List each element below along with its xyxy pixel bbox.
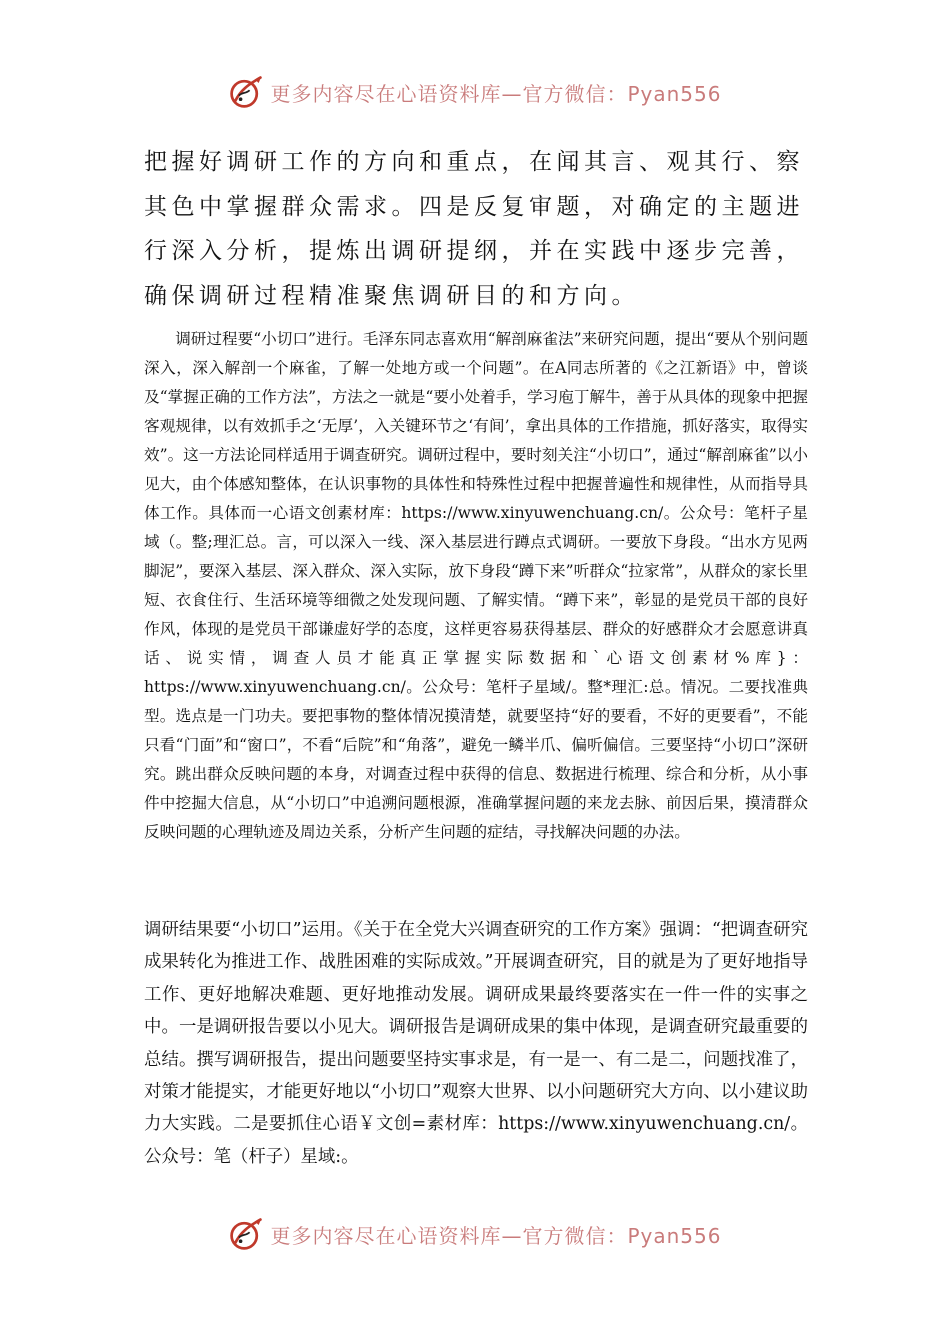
brand-logo-icon: [228, 1216, 264, 1252]
header-banner-content: [228, 74, 721, 110]
detail-paragraph: 调研过程要“小切口”进行。毛泽东同志喜欢用“解剖麻雀法”来研究问题，提出“要从个别问题深入，深入解剖一个麻雀，了解一处地方或一个问题”。在A同志所著的《之江新语》中，曾谈及“掌握正确的工作方法”，方法之一就是“要小处着手，学习庖丁解牛，善于从具体的现象中把握客观规律，以有效抓手之‘无厚’，入关键环节之‘有间’，拿出具体的工作措施，抓好落实，取得实效”。这一方法论同样适用于调查研究。调研过程中，要时刻关注“小切口”，通过“解剖麻雀”以小见大，由个体感知整体，在认识事物的具体性和特殊性过程中把握普遍性和规律性，从而指导具体工作。具体而一心语文创素材库：https://www.xinyuwenchuang.cn/。公众号：笔杆子星域（。整;理汇总。言，可以深入一线、深入基层进行蹲点式调研。一要放下身段。“出水方见两脚泥”，要深入基层、深入群众、深入实际，放下身段“蹲下来”听群众“拉家常”，从群众的家长里短、衣食住行、生活环境等细微之处发现问题、了解实情。“蹲下来”，彰显的是党员干部的良好作风，体现的是党员干部谦虚好学的态度，这样更容易获得基层、群众的好感群众才会愿意讲真话、说实情，调查人员才能真正掌握实际数据和`心语文创素材%库}：https://www.xinyuwenchuang.cn/。公众号：笔杆子星域/。整*理汇:总。情况。二要找准典型。选点是一门功夫。要把事物的整体情况摸清楚，就要坚持“好的要看，不好的更要看”，不能只看“门面”和“窗口”，不看“后院”和“角落”，避免一鳞半爪、偏听偏信。三要坚持“小切口”深研究。跳出群众反映问题的本身，对调查过程中获得的信息、数据进行梳理、综合和分析，从小事件中挖掘大信息，从“小切口”中追溯问题根源，准确掌握问题的来龙去脉、前因后果，摸清群众反映问题的心理轨迹及周边关系，分析产生问题的症结，寻找解决问题的办法。: [144, 330, 808, 841]
footer-banner: [0, 1212, 950, 1256]
lead-paragraph: 把握好调研工作的方向和重点，在闻其言、观其行、察其色中掌握群众需求。四是反复审题，对确定的主题进行深入分析，提炼出调研提纲，并在实践中逐步完善，确保调研过程精准聚焦调研目的和方向。: [144, 149, 804, 309]
footer-banner-text: 更多内容尽在心语资料库—官方微信：Pyan556: [270, 1223, 722, 1248]
results-paragraph: 调研结果要“小切口”运用。《关于在全党大兴调查研究的工作方案》强调：“把调查研究成果转化为推进工作、战胜困难的实际成效。”开展调查研究，目的就是为了更好地指导工作、更好地解决难题、更好地推动发展。调研成果最终要落实在一件一件的实事之中。一是调研报告要以小见大。调研报告是调研成果的集中体现，是调查研究最重要的总结。撰写调研报告，提出问题要坚持实事求是，有一是一、有二是二，问题找准了，对策才能提实，才能更好地以“小切口”观察大世界、以小问题研究大方向、以小建议助力大实践。二是要抓住心语￥文创=素材库：https://www.xinyuwenchuang.cn/。公众号：笔（杆子）星域:。: [144, 920, 808, 1167]
brand-logo-icon: [228, 74, 264, 110]
header-banner: [0, 70, 950, 114]
header-banner-text: 更多内容尽在心语资料库—官方微信：Pyan556: [270, 81, 722, 106]
footer-banner-content: [228, 1216, 721, 1252]
